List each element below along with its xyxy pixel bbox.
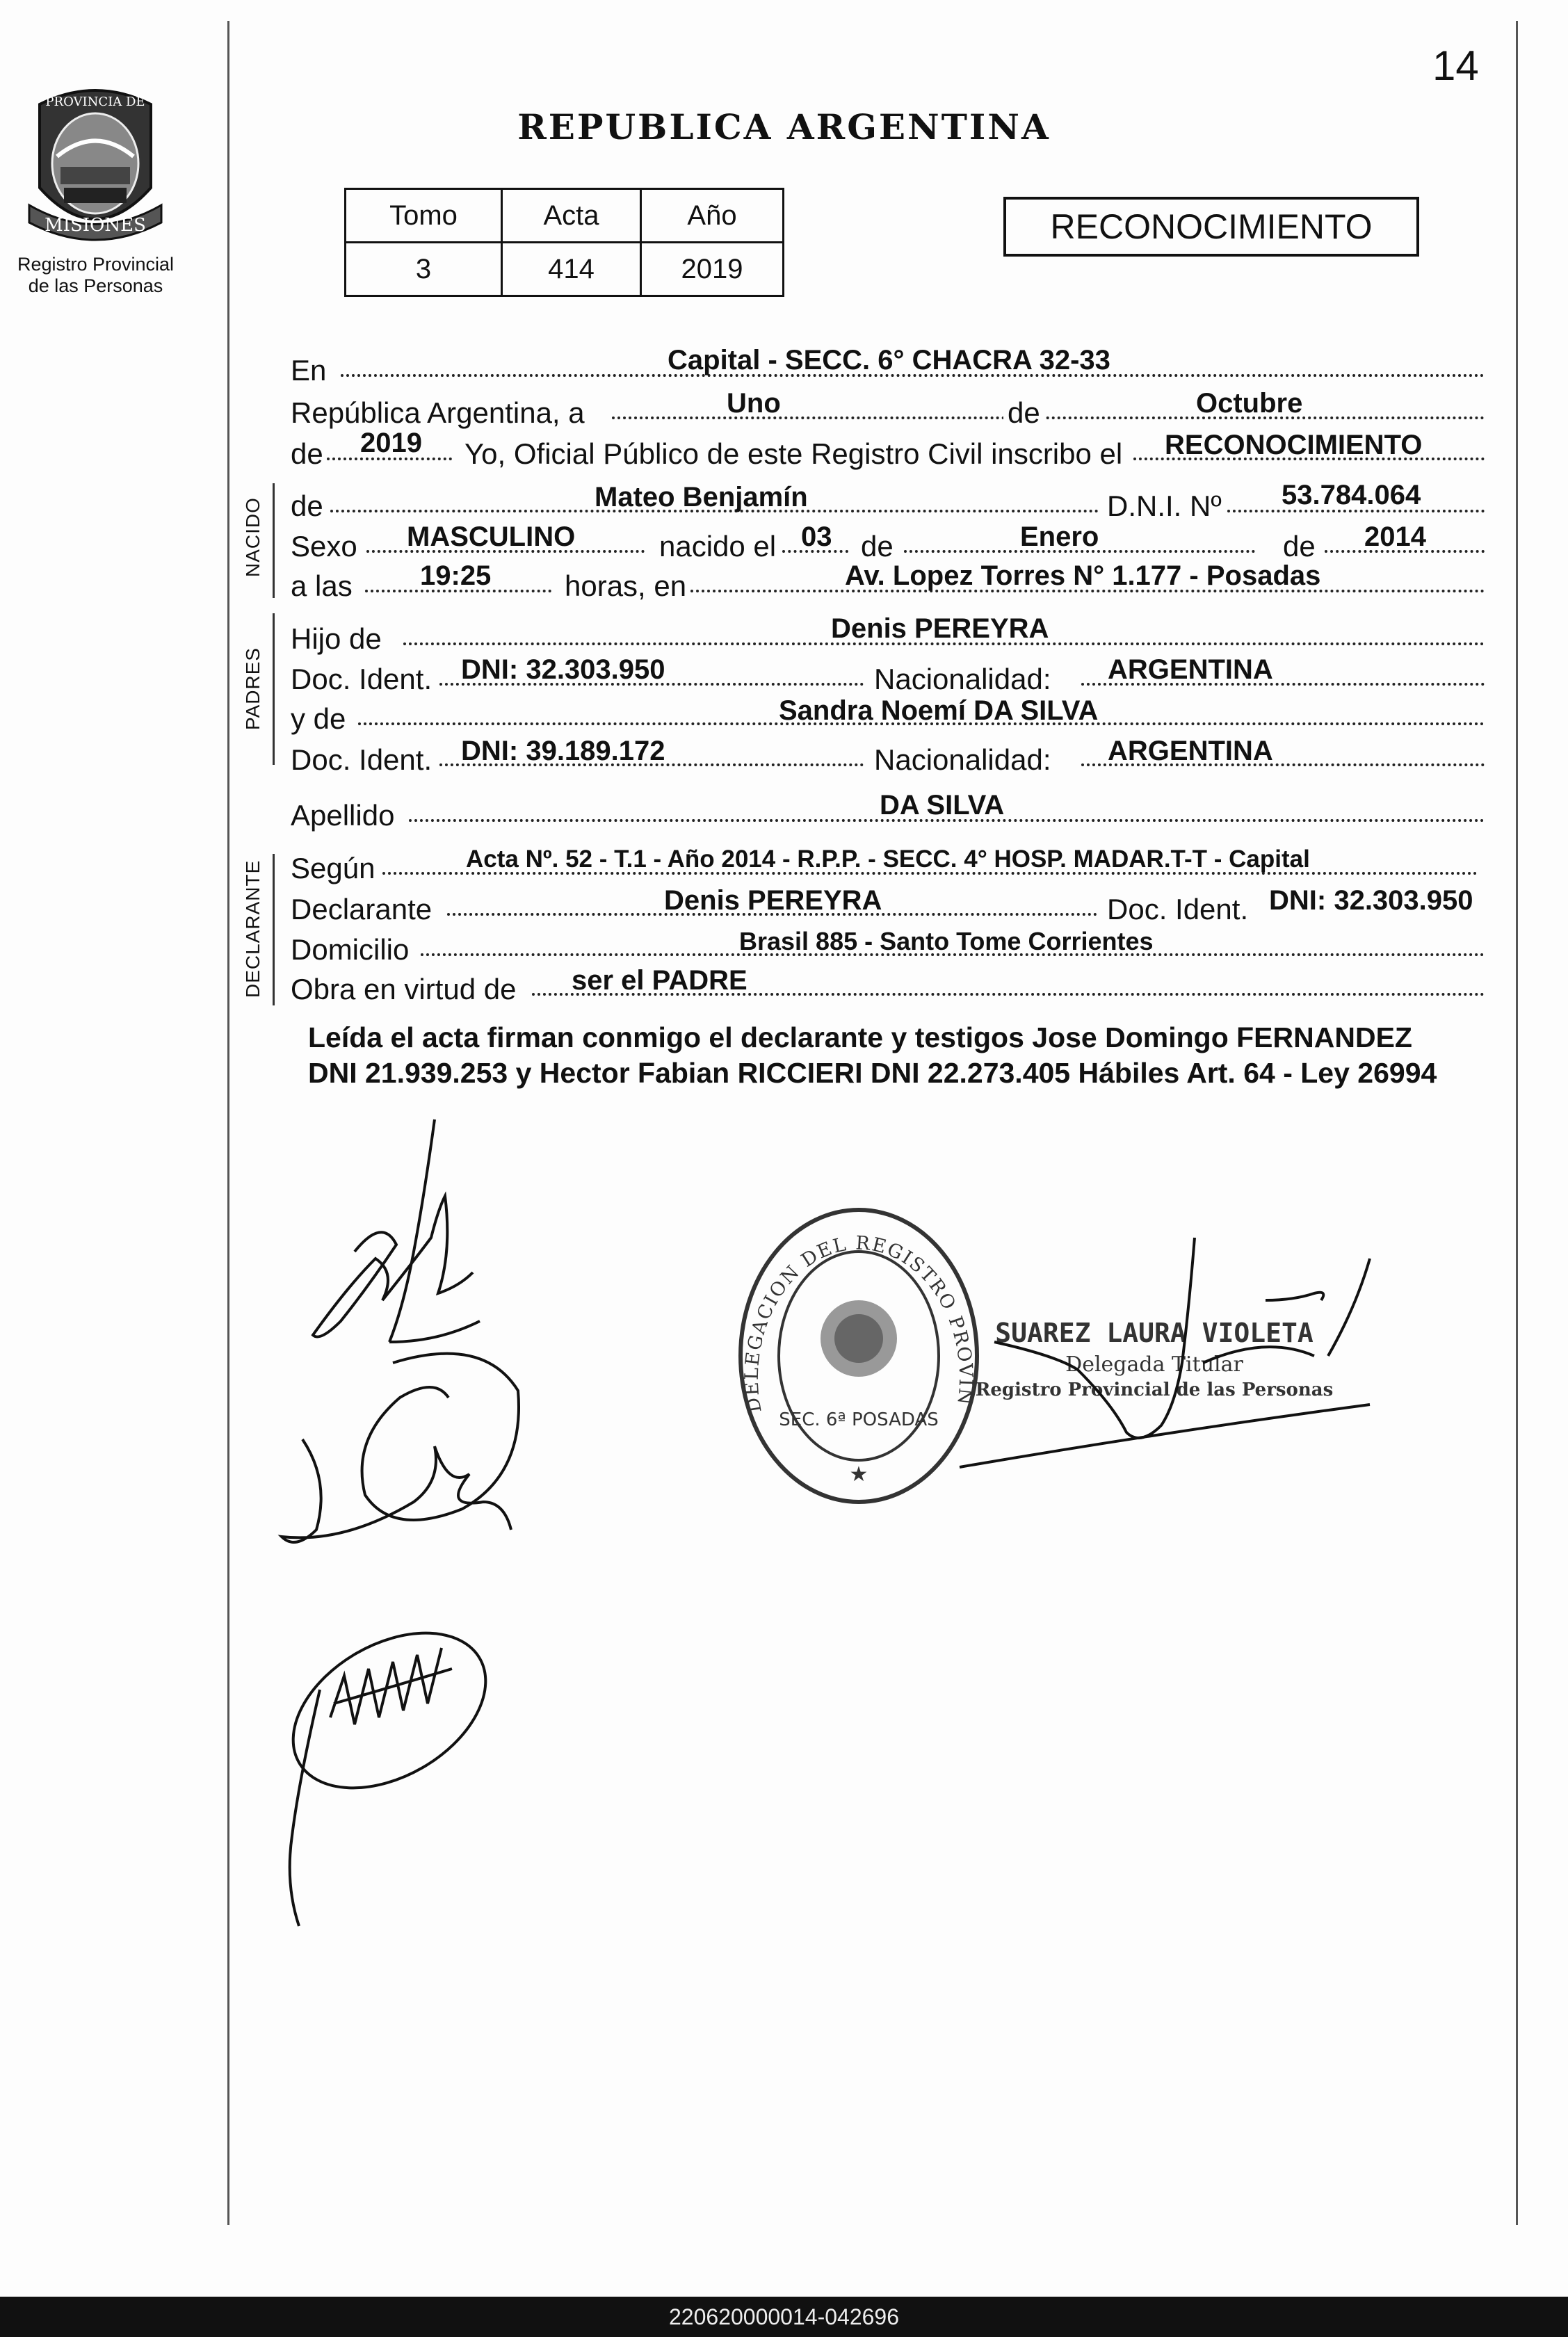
mother-doc-label: Doc. Ident. [291, 743, 433, 776]
mother-nat-label: Nacionalidad: [874, 743, 1051, 776]
logo-caption-line2: de las Personas [28, 275, 163, 296]
acta-header: Acta [502, 189, 641, 243]
logo-caption-line1: Registro Provincial [17, 254, 175, 275]
signature-officer [953, 1224, 1384, 1478]
footer-code: 220620000014-042696 [0, 2297, 1568, 2337]
birth-day: 03 [801, 521, 832, 552]
record-table [344, 188, 784, 297]
hijo-label: Hijo de [291, 622, 382, 655]
birth-place: Av. Lopez Torres N° 1.177 - Posadas [845, 560, 1321, 591]
seal-inner-text: SEC. 6ª POSADAS [779, 1409, 939, 1430]
left-margin-line [227, 21, 229, 2225]
child-dni: 53.784.064 [1282, 480, 1421, 510]
mother-name: Sandra Noemí DA SILVA [779, 695, 1099, 726]
declarante-doc-label: Doc. Ident. [1107, 893, 1249, 925]
sexo-value: MASCULINO [407, 521, 576, 552]
yde-label: y de [291, 702, 346, 735]
tomo-header: Tomo [346, 189, 502, 243]
nacido-el-label: nacido el [659, 530, 777, 563]
birth-de-label: de [861, 530, 894, 563]
seal-outer-text: DELEGACION DEL REGISTRO PROVIN [741, 1232, 977, 1414]
tomo-value: 3 [346, 243, 502, 296]
domicilio-label: Domicilio [291, 933, 410, 966]
right-margin-line [1516, 21, 1518, 2225]
signature-witness-1 [275, 1335, 539, 1575]
nacido-side-label: NACIDO [242, 497, 264, 577]
declarante-doc: DNI: 32.303.950 [1269, 885, 1473, 916]
signature-declarante [299, 1113, 494, 1366]
de2-label: de [291, 437, 323, 470]
signature-witness-2 [278, 1606, 508, 1936]
dni-label: D.N.I. Nº [1107, 490, 1222, 522]
month-value: Octubre [1196, 388, 1303, 419]
alas-label: a las [291, 569, 353, 602]
obra-value: ser el PADRE [572, 965, 747, 996]
page-number: 14 [1432, 42, 1479, 89]
domicilio-value: Brasil 885 - Santo Tome Corrientes [739, 927, 1154, 955]
en-label: En [291, 354, 327, 387]
year-value: 2019 [360, 428, 422, 458]
mother-doc: DNI: 39.189.172 [461, 736, 665, 766]
ano-header: Año [641, 189, 784, 243]
day-value: Uno [727, 388, 781, 419]
declarante-label: Declarante [291, 893, 433, 925]
en-value: Capital - SECC. 6° CHACRA 32-33 [668, 345, 1110, 375]
apellido-label: Apellido [291, 799, 395, 832]
apellido-value: DA SILVA [880, 790, 1005, 820]
rep-label: República Argentina, a [291, 396, 585, 429]
father-nat-label: Nacionalidad: [874, 663, 1051, 695]
padres-side-label: PADRES [242, 647, 264, 730]
act-type-box: RECONOCIMIENTO [1003, 197, 1419, 257]
official-seal [734, 1203, 984, 1512]
child-name: Mateo Benjamín [595, 482, 808, 512]
officer-office: Registro Provincial de las Personas [975, 1380, 1334, 1400]
svg-text:PROVINCIA DE: PROVINCIA DE [45, 95, 145, 109]
father-name: Denis PEREYRA [831, 613, 1049, 644]
ano-value: 2019 [641, 243, 784, 296]
declarante-side-label: DECLARANTE [242, 859, 264, 998]
father-nationality: ARGENTINA [1108, 654, 1273, 685]
seal-star-icon: ★ [849, 1463, 868, 1486]
officer-name: SUAREZ LAURA VIOLETA [995, 1318, 1314, 1348]
de-label: de [1003, 398, 1044, 428]
sexo-label: Sexo [291, 530, 357, 563]
horas-label: horas, en [565, 569, 687, 602]
declarante-name: Denis PEREYRA [664, 885, 882, 916]
declarante-bracket [273, 854, 275, 1005]
document-title: REPUBLICA ARGENTINA [517, 106, 1051, 147]
act-value: RECONOCIMIENTO [1165, 430, 1423, 460]
oficial-label: Yo, Oficial Público de este Registro Civil inscribo el [464, 437, 1123, 470]
birth-year: 2014 [1364, 521, 1426, 552]
father-doc: DNI: 32.303.950 [461, 654, 665, 685]
svg-text:MISIONES: MISIONES [45, 215, 146, 236]
nacido-de-label: de [291, 490, 323, 522]
officer-role: Delegada Titular [1065, 1352, 1243, 1377]
segun-label: Según [291, 852, 375, 884]
nacido-bracket [273, 483, 275, 598]
logo-caption [0, 254, 191, 297]
closing-note: Leída el acta firman conmigo el declarante y testigos Jose Domingo FERNANDEZ DNI 21.939.253 y Hector Fabian RICCIERI DNI 22.273.405 Hábiles Art. 64 - Ley 26994 [308, 1021, 1437, 1089]
padres-bracket [273, 613, 275, 765]
birth-month: Enero [1020, 521, 1099, 552]
acta-value: 414 [502, 243, 641, 296]
birth-hour: 19:25 [420, 560, 492, 591]
mother-nationality: ARGENTINA [1108, 736, 1273, 766]
father-doc-label: Doc. Ident. [291, 663, 433, 695]
segun-value: Acta Nº. 52 - T.1 - Año 2014 - R.P.P. - SECC. 4° HOSP. MADAR.T-T - Capital [466, 846, 1310, 873]
birth-de2-label: de [1283, 530, 1316, 563]
obra-label: Obra en virtud de [291, 973, 517, 1005]
